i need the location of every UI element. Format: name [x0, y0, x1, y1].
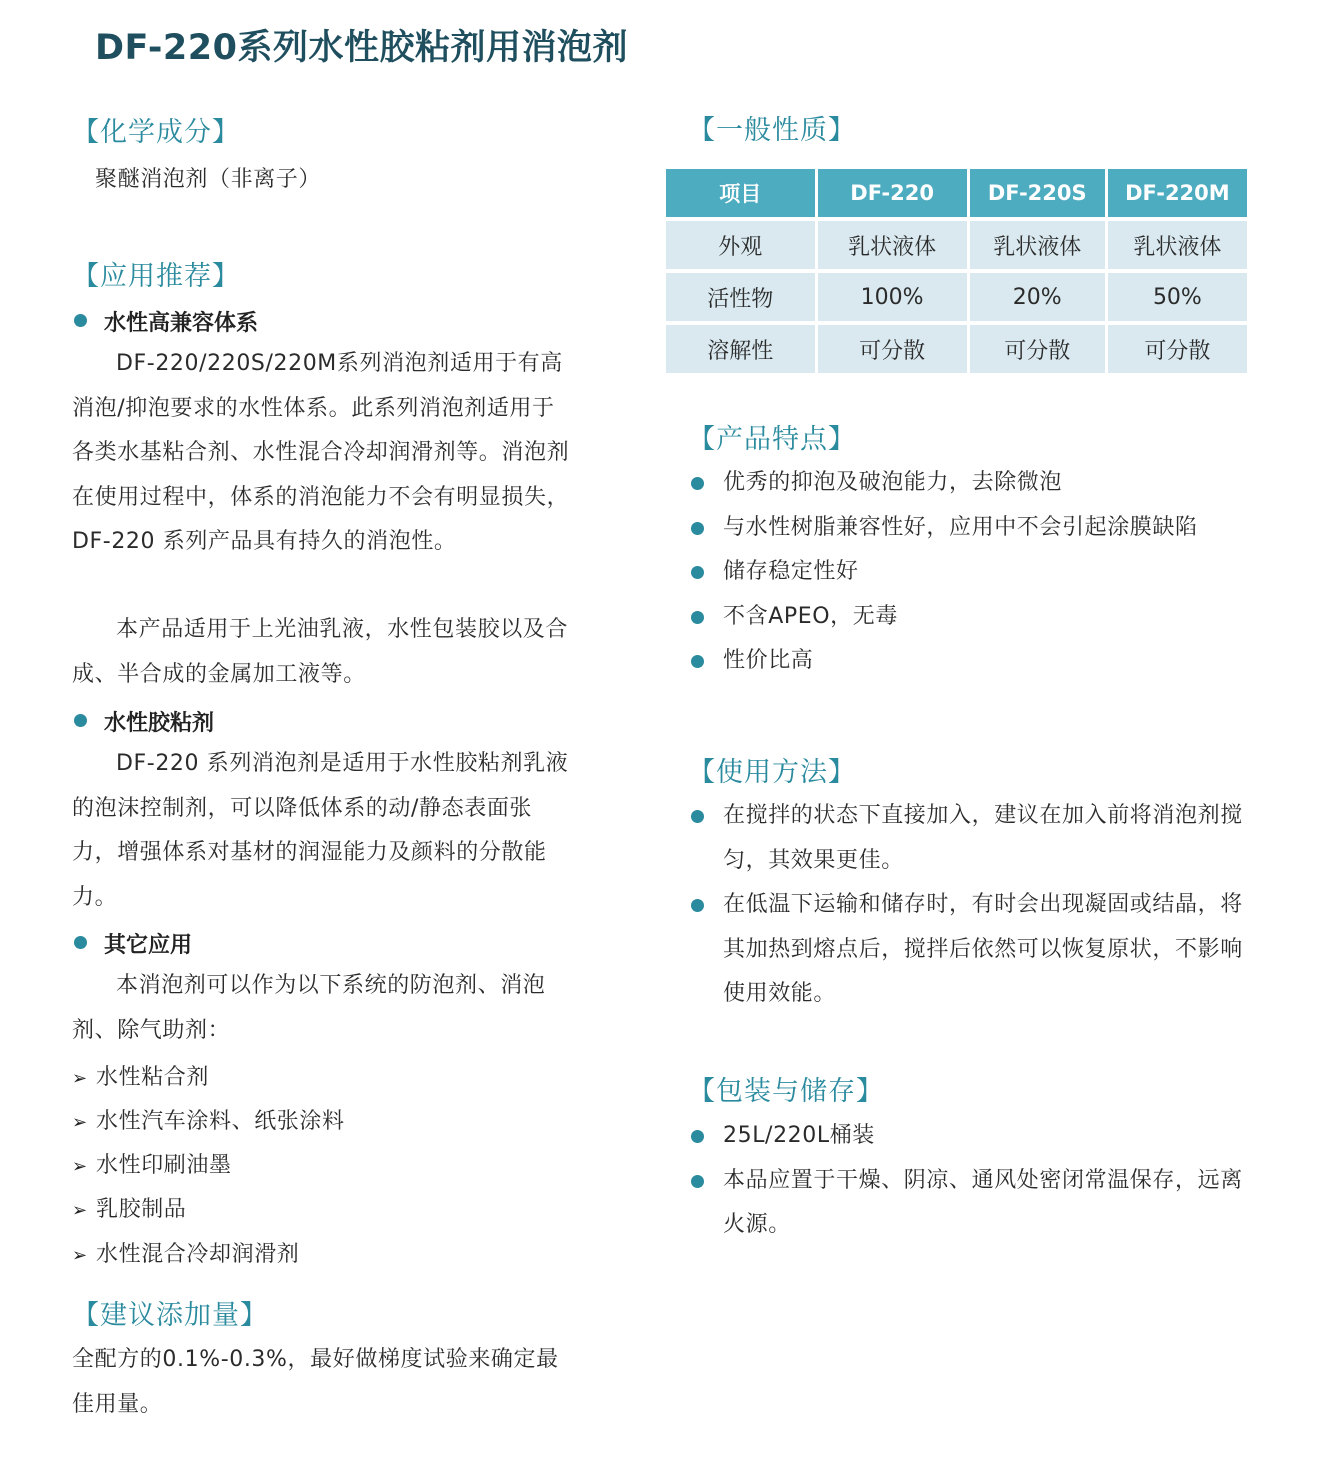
table-cell: 溶解性 [666, 325, 815, 373]
chem-heading: 【化学成分】 [72, 117, 240, 148]
page-title: DF-220系列水性胶粘剂用消泡剂 [95, 28, 628, 68]
packing-list [690, 1114, 1250, 1248]
app-section-paragraph: 本产品适用于上光油乳液，水性包装胶以及合成、半合成的金属加工液等。 [72, 617, 569, 687]
list-item: 本品应置于干燥、阴凉、通风处密闭常温保存，远离火源。 [690, 1159, 1250, 1248]
chem-text: 聚醚消泡剂（非离子） [95, 167, 322, 192]
column-header: 项目 [666, 169, 815, 217]
table-cell: 20% [970, 273, 1105, 321]
table-cell: 可分散 [818, 325, 967, 373]
properties-table [663, 165, 1250, 377]
bullet-dot-icon [691, 566, 704, 579]
bullet-dot-icon [691, 611, 704, 624]
list-item: 在搅拌的状态下直接加入，建议在加入前将消泡剂搅匀，其效果更佳。 [690, 794, 1250, 883]
app-section-paragraph: DF-220/220S/220M系列消泡剂适用于有高消泡/抑泡要求的水性体系。此系列消泡剂适用于各类水基粘合剂、水性混合冷却润滑剂等。消泡剂在使用过程中，体系的消泡能力不会有明显损失，DF-220 系列产品具有持久的消泡性。 [72, 351, 570, 554]
packing-heading: 【包装与储存】 [688, 1076, 884, 1107]
app-section-title: 水性高兼容体系 [104, 311, 259, 336]
app-section-title: 其它应用 [104, 933, 193, 958]
bullet-dot-icon [691, 810, 704, 823]
table-cell: 乳状液体 [818, 221, 967, 269]
app-section-paragraph: DF-220 系列消泡剂是适用于水性胶粘剂乳液的泡沫控制剂，可以降低体系的动/静态表面张力，增强体系对基材的润湿能力及颜料的分散能力。 [72, 751, 569, 910]
table-cell: 活性物 [666, 273, 815, 321]
table-cell: 乳状液体 [1108, 221, 1247, 269]
table-header-row [666, 169, 1247, 217]
list-item: ➢ 水性混合冷却润滑剂 [72, 1242, 300, 1267]
bullet-dot-icon [691, 1175, 704, 1188]
bullet-dot-icon [74, 936, 87, 949]
features-list [690, 461, 1250, 684]
list-item: 不含APEO，无毒 [690, 595, 1250, 640]
list-item: 在低温下运输和储存时，有时会出现凝固或结晶，将其加热到熔点后，搅拌后依然可以恢复原状，不影响使用效能。 [690, 883, 1250, 1017]
table-cell: 可分散 [970, 325, 1105, 373]
list-item: 性价比高 [690, 639, 1250, 684]
arrow-right-icon: ➢ [72, 1156, 88, 1177]
features-heading: 【产品特点】 [688, 424, 856, 455]
arrow-right-icon: ➢ [72, 1068, 88, 1089]
list-item: 25L/220L桶装 [690, 1114, 1250, 1159]
dosage-text: 全配方的0.1%-0.3%，最好做梯度试验来确定最佳用量。 [72, 1347, 559, 1417]
bullet-dot-icon [74, 714, 87, 727]
arrow-right-icon: ➢ [72, 1245, 88, 1266]
table-cell: 可分散 [1108, 325, 1247, 373]
table-row [666, 273, 1247, 321]
list-item: ➢ 水性汽车涂料、纸张涂料 [72, 1109, 345, 1134]
arrow-right-icon: ➢ [72, 1112, 88, 1133]
list-item: ➢ 水性粘合剂 [72, 1065, 210, 1090]
bullet-dot-icon [691, 899, 704, 912]
column-header: DF-220S [970, 169, 1105, 217]
usage-heading: 【使用方法】 [688, 757, 856, 788]
dosage-heading: 【建议添加量】 [72, 1300, 268, 1331]
list-item: ➢ 乳胶制品 [72, 1197, 187, 1222]
table-cell: 乳状液体 [970, 221, 1105, 269]
arrow-right-icon: ➢ [72, 1200, 88, 1221]
bullet-dot-icon [691, 1130, 704, 1143]
bullet-dot-icon [691, 522, 704, 535]
app-section-paragraph: 本消泡剂可以作为以下系统的防泡剂、消泡剂、除气助剂： [72, 973, 546, 1043]
bullet-dot-icon [691, 655, 704, 668]
bullet-dot-icon [74, 314, 87, 327]
list-item: 与水性树脂兼容性好，应用中不会引起涂膜缺陷 [690, 506, 1250, 551]
list-item: 优秀的抑泡及破泡能力，去除微泡 [690, 461, 1250, 506]
table-cell: 100% [818, 273, 967, 321]
list-item: 储存稳定性好 [690, 550, 1250, 595]
list-item: ➢ 水性印刷油墨 [72, 1153, 232, 1178]
table-cell: 50% [1108, 273, 1247, 321]
bullet-dot-icon [691, 477, 704, 490]
app-section-title: 水性胶粘剂 [104, 711, 215, 736]
column-header: DF-220 [818, 169, 967, 217]
usage-list [690, 794, 1250, 1017]
table-row [666, 325, 1247, 373]
app-heading: 【应用推荐】 [72, 261, 240, 292]
column-header: DF-220M [1108, 169, 1247, 217]
table-cell: 外观 [666, 221, 815, 269]
props-heading: 【一般性质】 [688, 115, 856, 146]
table-row [666, 221, 1247, 269]
